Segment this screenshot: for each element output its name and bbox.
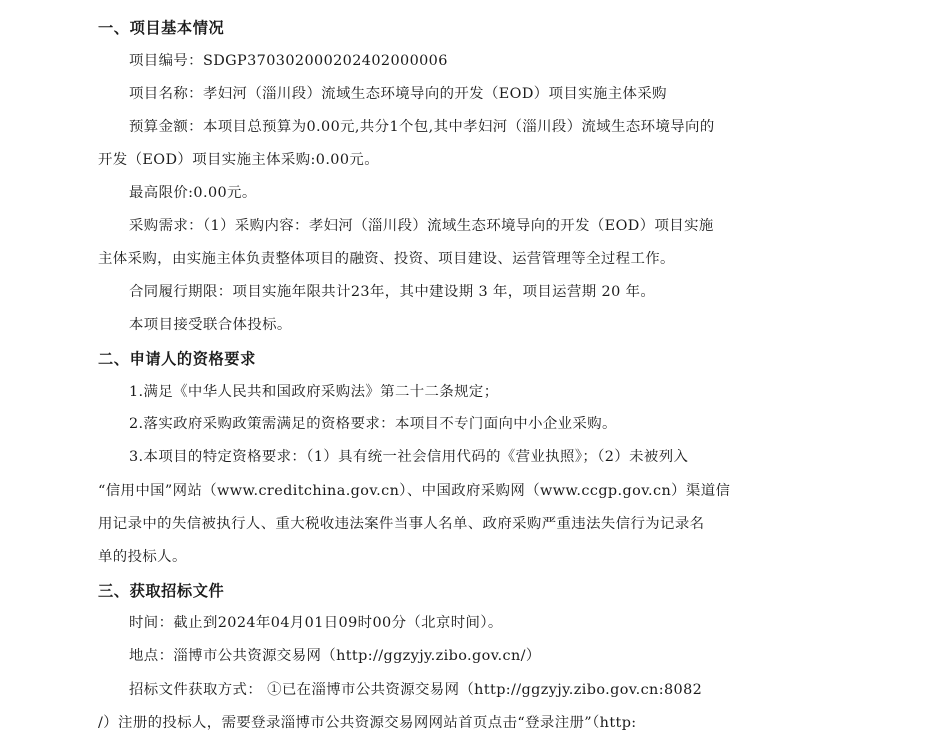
obtain-time: 时间：截止到2024年04月01日09时00分（北京时间）。 [129, 615, 503, 631]
project-number: 项目编号：SDGP370302000202402000006 [129, 53, 448, 69]
obtain-location: 地点：淄博市公共资源交易网（http://ggzyjy.zibo.gov.cn/） [129, 648, 541, 664]
obtain-method: 招标文件获取方式： ①已在淄博市公共资源交易网（http://ggzyjy.zibo.gov.cn:8082 [129, 682, 703, 698]
qualification-1: 1.满足《中华人民共和国政府采购法》第二十二条规定； [129, 384, 499, 400]
project-name: 项目名称：孝妇河（淄川段）流域生态环境导向的开发（EOD）项目实施主体采购 [129, 86, 667, 102]
qualification-3: 3.本项目的特定资格要求：（1）具有统一社会信用代码的《营业执照》；（2）未被列入 [129, 449, 689, 465]
section-heading-qualifications: 二、申请人的资格要求 [98, 350, 256, 368]
contract-period: 合同履行期限：项目实施年限共计23年，其中建设期 3 年，项目运营期 20 年。 [129, 284, 656, 300]
qualification-2: 2.落实政府采购政策需满足的资格要求：本项目不专门面向中小企业采购。 [129, 416, 617, 432]
budget-amount-continued: 开发（EOD）项目实施主体采购:0.00元。 [98, 152, 380, 168]
qualification-3-continued-b: 用记录中的失信被执行人、重大税收违法案件当事人名单、政府采购严重违法失信行为记录名 [98, 516, 705, 532]
procurement-demand: 采购需求：（1）采购内容：孝妇河（淄川段）流域生态环境导向的开发（EOD）项目实施 [129, 218, 714, 234]
budget-amount: 预算金额：本项目总预算为0.00元,共分1个包,其中孝妇河（淄川段）流域生态环境导向的 [129, 119, 715, 135]
procurement-demand-continued: 主体采购，由实施主体负责整体项目的融资、投资、项目建设、运营管理等全过程工作。 [98, 251, 675, 267]
section-heading-basic-info: 一、项目基本情况 [98, 19, 225, 37]
qualification-3-continued-c: 单的投标人。 [98, 549, 187, 565]
obtain-method-continued: /）注册的投标人，需要登录淄博市公共资源交易网网站首页点击“登录注册”（http: [98, 715, 637, 731]
max-price: 最高限价:0.00元。 [129, 185, 257, 201]
consortium-note: 本项目接受联合体投标。 [129, 317, 292, 333]
qualification-3-continued-a: “信用中国”网站（www.creditchina.gov.cn）、中国政府采购网（www.ccgp.gov.cn）渠道信 [98, 483, 731, 499]
section-heading-obtain-documents: 三、获取招标文件 [98, 582, 225, 600]
